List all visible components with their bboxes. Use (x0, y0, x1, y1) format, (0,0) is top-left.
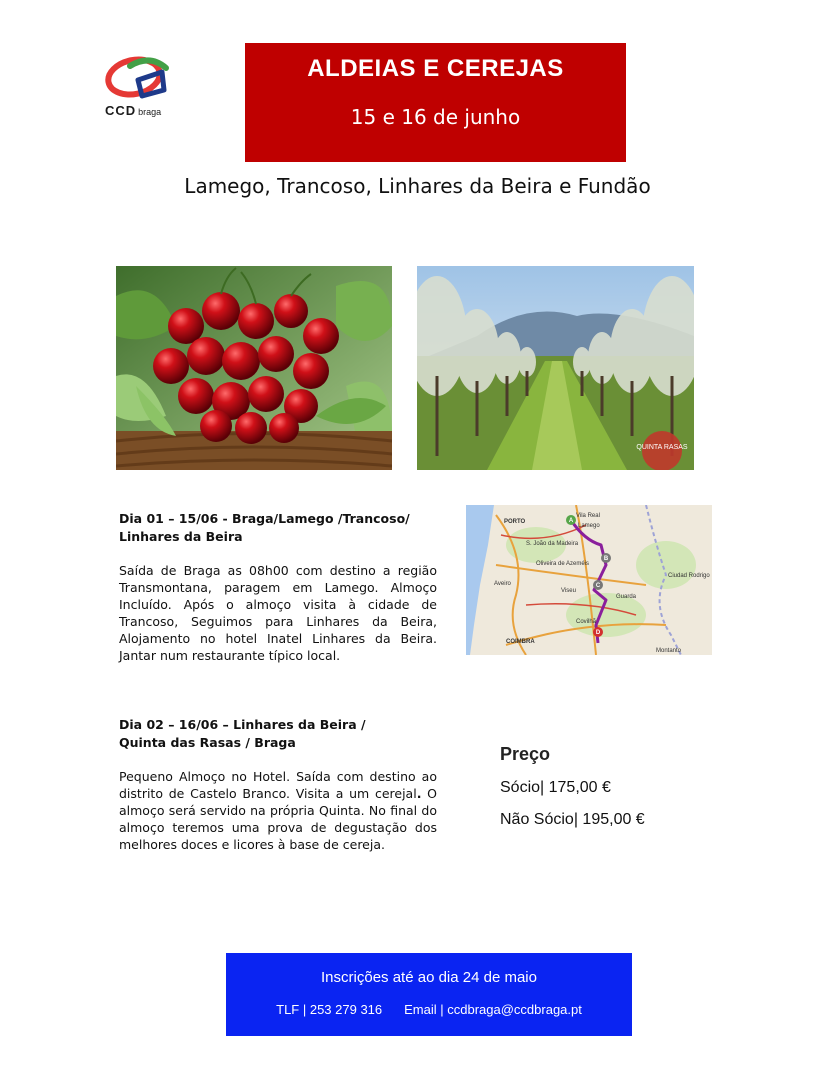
map-label-oliveira: Oliveira de Azeméis (536, 561, 590, 567)
map-marker-d (593, 627, 603, 637)
svg-text:D: D (595, 630, 601, 636)
svg-text:B: B (603, 556, 609, 562)
day1-section (119, 510, 437, 664)
day1-heading: Dia 01 – 15/06 - Braga/Lamego /Trancoso/ Linhares da Beira (119, 511, 410, 544)
map-label-montanto: Montanto (656, 648, 682, 654)
price-section (500, 744, 645, 829)
map-marker-a (566, 515, 576, 525)
map-label-vila-real: Vila Real (576, 513, 600, 519)
day1-description: Saída de Braga as 08h00 com destino a região Transmontana, paragem em Lamego. Almoço Incluído. Após o almoço visita à cidade de Trancoso, Seguimos para Linhares da Beira, Alojamento no hotel Inatel Linhares da Beira. Jantar num restaurante típico local. (119, 563, 437, 663)
map-label-lamego: Lamego (578, 523, 600, 529)
contact-info (226, 1002, 632, 1017)
map-marker-c (593, 580, 603, 590)
map-label-guarda: Guarda (616, 594, 637, 600)
price-nao-socio: Não Sócio| 195,00 € (500, 811, 645, 828)
event-dates: 15 e 16 de junho (350, 105, 521, 129)
map-label-viseu: Viseu (561, 588, 576, 594)
title-banner (245, 43, 626, 162)
svg-text:C: C (595, 583, 601, 589)
logo-text: CCD braga (105, 103, 162, 118)
cherries-basket-photo (116, 266, 392, 470)
page-subtitle: Lamego, Trancoso, Linhares da Beira e Fundão (184, 174, 651, 198)
email-link[interactable]: Email | ccdbraga@ccdbraga.pt (404, 1002, 582, 1017)
map-label-coimbra: COIMBRA (506, 639, 535, 645)
registration-deadline: Inscrições até ao dia 24 de maio (321, 969, 537, 986)
map-marker-b (601, 553, 611, 563)
day2-heading: Dia 02 – 16/06 – Linhares da Beira / Quinta das Rasas / Braga (119, 717, 366, 750)
orchard-watermark: QUINTA RASAS (636, 444, 688, 451)
page-title: ALDEIAS E CEREJAS (307, 55, 564, 82)
map-label-porto: PORTO (504, 519, 526, 525)
registration-banner (226, 953, 632, 1036)
price-title: Preço (500, 744, 551, 764)
map-label-aveiro: Aveiro (494, 581, 511, 587)
price-socio: Sócio| 175,00 € (500, 779, 611, 796)
phone-number: TLF | 253 279 316 (276, 1002, 383, 1017)
day2-section (119, 716, 437, 853)
svg-text:A: A (568, 518, 574, 524)
day2-description: Pequeno Almoço no Hotel. Saída com destino ao distrito de Castelo Branco. Visita a um cerejal. O almoço será servido na própria Quinta. No final do almoço teremos uma prova de degustação dos melhores doces e licores à base de cereja. (119, 769, 438, 852)
route-map (466, 505, 712, 655)
map-label-covilha: Covilhã (576, 619, 597, 625)
map-label-ciudad: Ciudad Rodrigo (668, 573, 710, 579)
cherry-orchard-photo (417, 266, 694, 470)
map-label-sao-joao: S. João da Madeira (526, 541, 579, 547)
